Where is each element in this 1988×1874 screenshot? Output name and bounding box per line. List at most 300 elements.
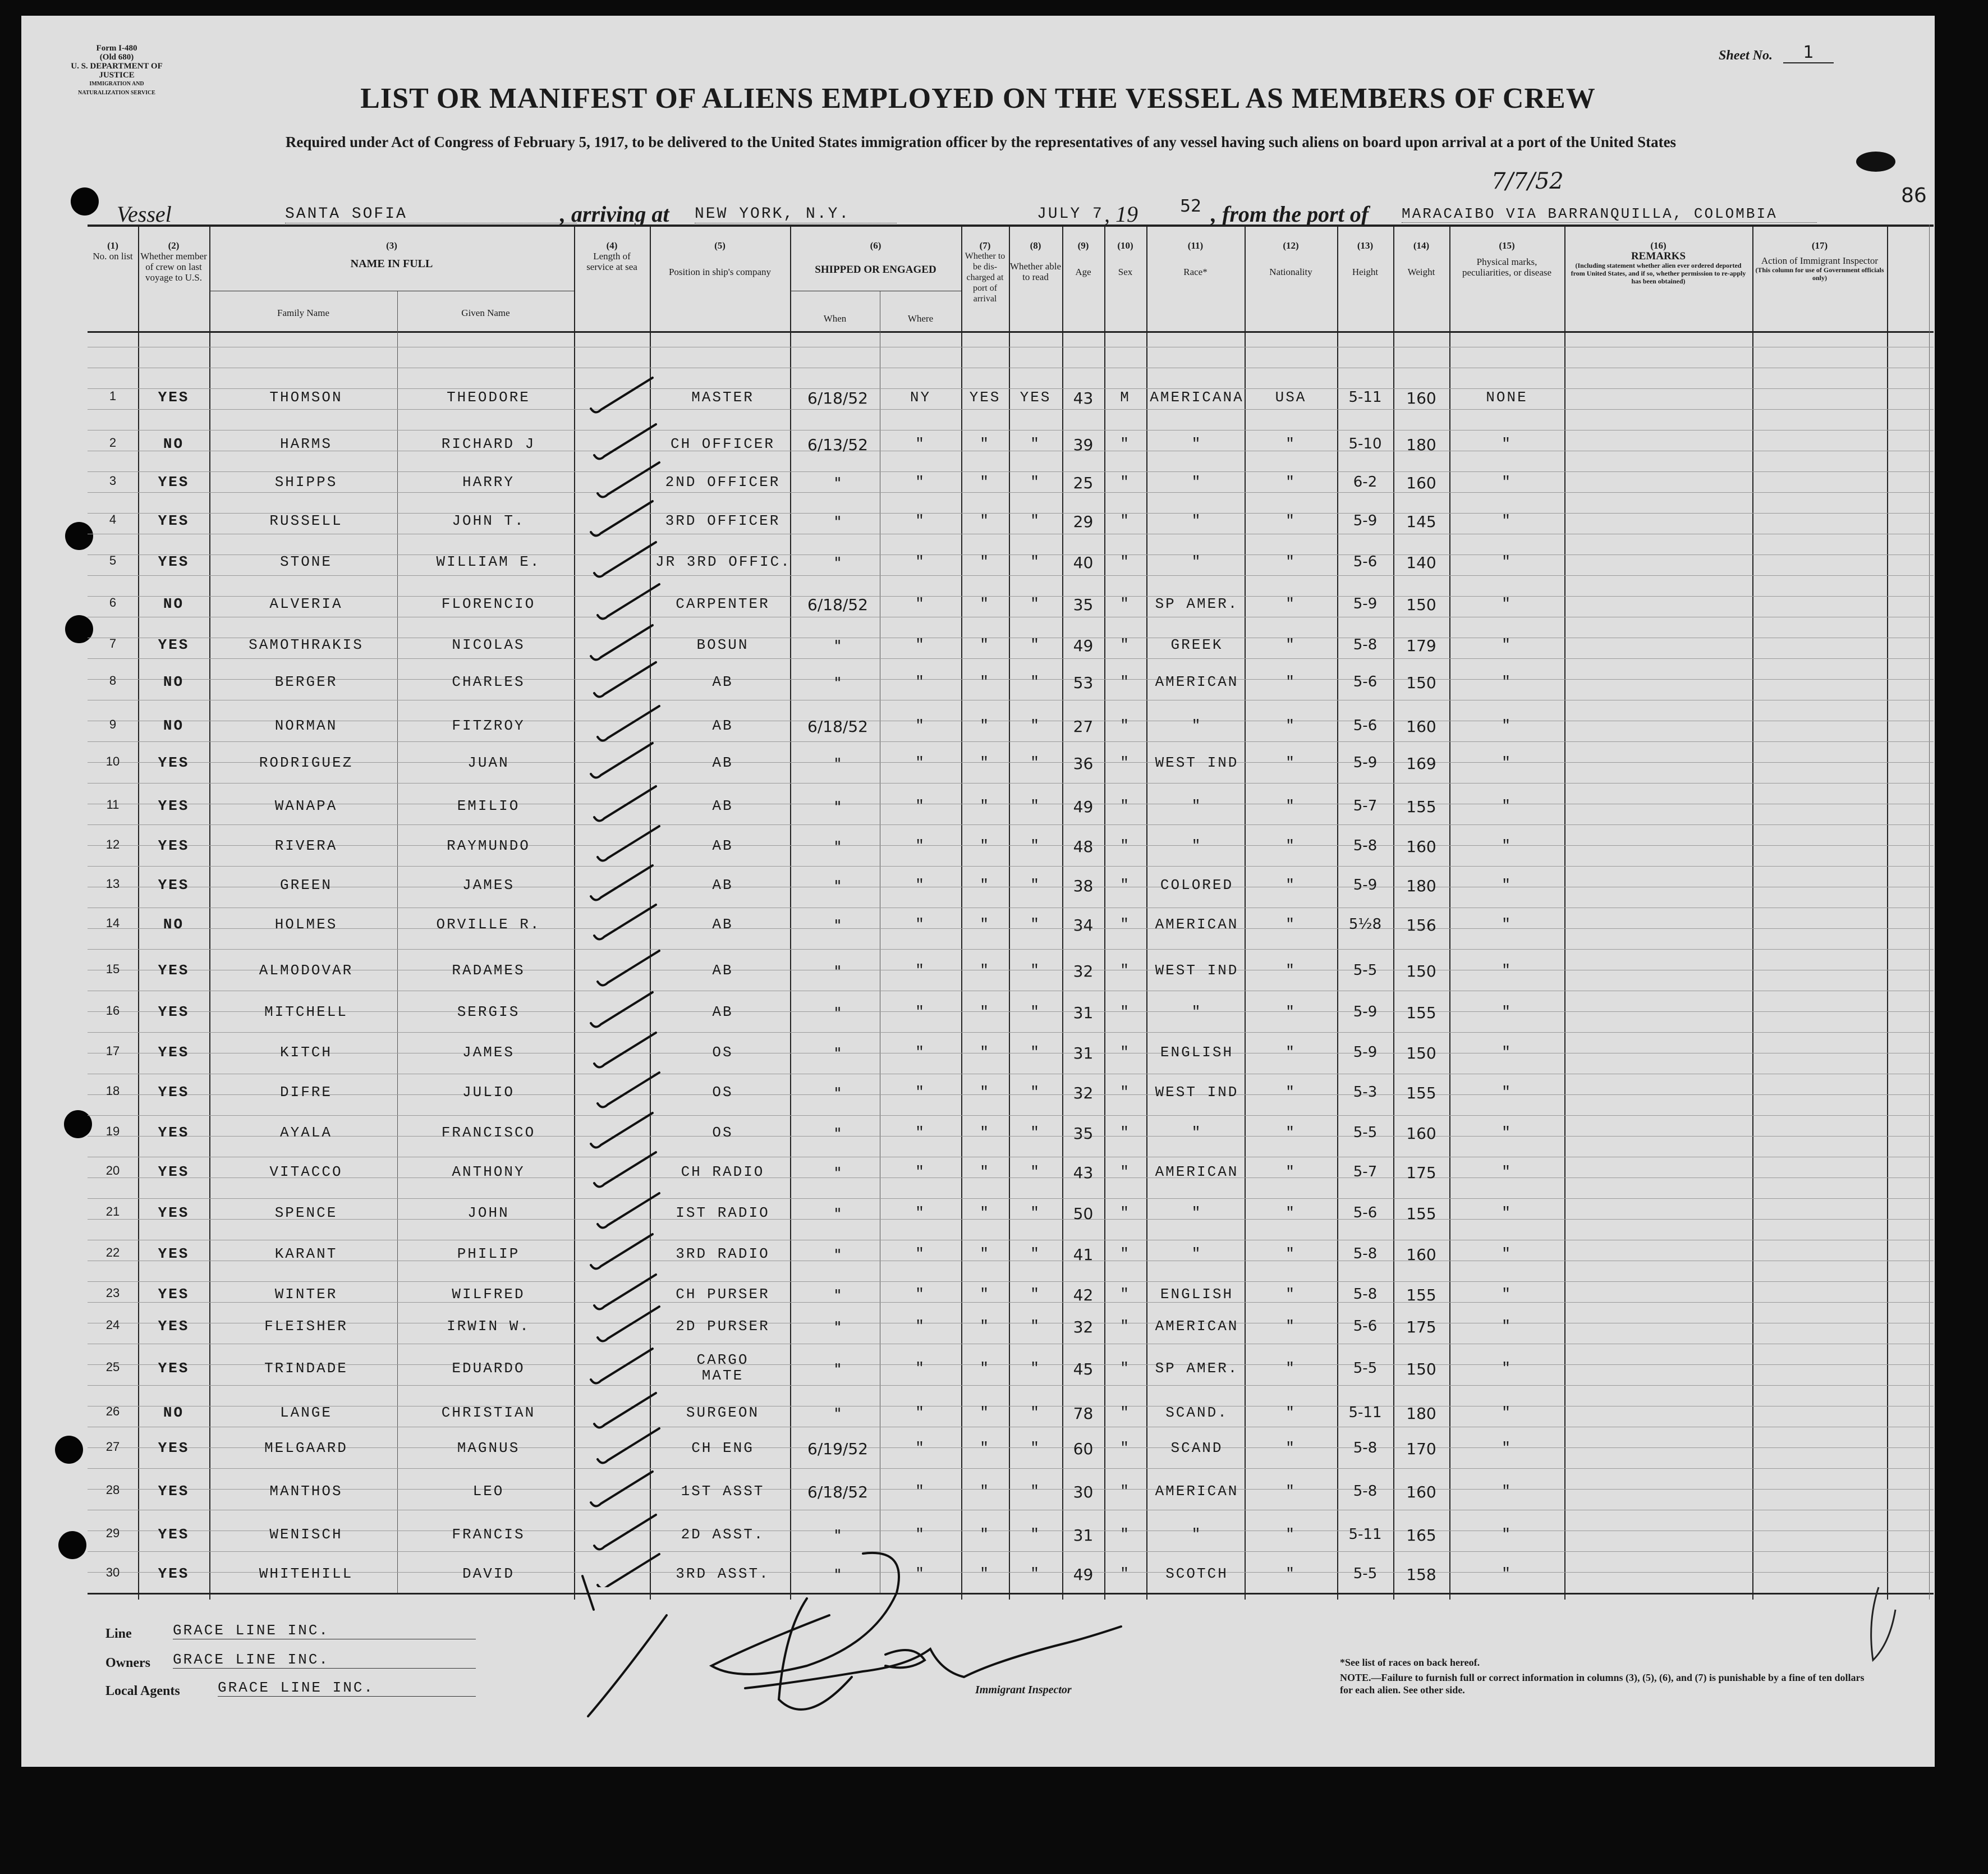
cell-family: RIVERA <box>274 837 338 854</box>
arrival-year: 52 <box>1180 196 1202 216</box>
cell-sex: " <box>1120 1124 1131 1141</box>
cell-given: RADAMES <box>452 962 525 979</box>
cell-age: 48 <box>1073 837 1094 856</box>
cell-given: CHRISTIAN <box>441 1404 536 1421</box>
cell-race: " <box>1191 1004 1202 1020</box>
cell-position: 3RD RADIO <box>676 1245 770 1262</box>
cell-marks: " <box>1502 877 1512 894</box>
cell-nat: " <box>1285 1204 1296 1221</box>
cell-given: EMILIO <box>457 798 520 814</box>
cell-race: GREEK <box>1170 636 1223 653</box>
cell-read: " <box>1030 1044 1041 1061</box>
cell-prev: YES <box>158 1440 190 1456</box>
cell-when: 6/18/52 <box>807 1483 868 1501</box>
cell-height: 5-9 <box>1353 595 1378 612</box>
table-row <box>21 436 1929 458</box>
col-header-5: (5) Position in ship's company <box>668 240 772 277</box>
cell-prev: YES <box>158 553 190 570</box>
ruled-line <box>88 1032 1934 1033</box>
cell-when: 6/19/52 <box>807 1440 868 1458</box>
cell-disch: " <box>980 717 990 734</box>
ruled-line <box>88 471 1934 472</box>
races-note: *See list of races on back hereof. <box>1340 1657 1480 1668</box>
cell-no: 22 <box>105 1245 120 1259</box>
cell-age: 31 <box>1073 1526 1094 1545</box>
cell-family: WHITEHILL <box>259 1565 353 1582</box>
cell-sex: " <box>1120 962 1131 979</box>
cell-marks: " <box>1502 1440 1512 1456</box>
table-row <box>21 1440 1929 1462</box>
cell-no: 1 <box>109 389 117 403</box>
cell-position: AB <box>712 1004 733 1020</box>
cell-no: 19 <box>105 1124 120 1138</box>
table-row <box>21 877 1929 899</box>
table-row <box>21 1351 1929 1384</box>
cell-when: 6/18/52 <box>807 389 868 407</box>
cell-age: 43 <box>1073 1163 1094 1182</box>
cell-disch: " <box>980 1526 990 1543</box>
table-row <box>21 1124 1929 1147</box>
ruled-line <box>88 1468 1934 1469</box>
cell-given: EDUARDO <box>452 1360 525 1377</box>
cell-nat: USA <box>1275 389 1307 406</box>
table-row <box>21 1404 1929 1427</box>
col-divider <box>1146 224 1147 1600</box>
check-mark <box>591 992 653 1027</box>
cell-read: " <box>1030 1318 1041 1335</box>
check-mark <box>594 1152 656 1187</box>
cell-position: BOSUN <box>696 636 749 653</box>
cell-where: " <box>915 1044 926 1061</box>
col-header-2: (2) Whether member of crew on last voyage to U.S. <box>140 240 207 283</box>
cell-height: 5-9 <box>1353 1044 1378 1061</box>
agents-value: GRACE LINE INC. <box>218 1679 476 1697</box>
cell-age: 38 <box>1073 877 1094 895</box>
cell-sex: " <box>1120 1286 1131 1303</box>
cell-race: " <box>1191 837 1202 854</box>
cell-prev: YES <box>158 389 190 406</box>
cell-race: AMERICAN <box>1155 1163 1239 1180</box>
cell-disch: " <box>980 1318 990 1335</box>
cell-weight: 150 <box>1406 1360 1436 1378</box>
cell-height: 5-9 <box>1353 1004 1378 1020</box>
cell-age: 39 <box>1073 436 1094 454</box>
cell-disch: " <box>980 474 990 491</box>
cell-sex: " <box>1120 1004 1131 1020</box>
cell-position: 2ND OFFICER <box>665 474 780 491</box>
line-label: Line <box>105 1626 132 1641</box>
cell-weight: 180 <box>1406 1404 1436 1423</box>
cell-sex: " <box>1120 512 1131 529</box>
check-mark <box>594 662 656 697</box>
col-divider <box>1009 224 1010 1600</box>
cell-when: " <box>834 474 842 492</box>
cell-nat: " <box>1285 1286 1296 1303</box>
cell-no: 16 <box>105 1004 120 1018</box>
cell-marks: " <box>1502 798 1512 814</box>
cell-race: " <box>1191 798 1202 814</box>
cell-where: " <box>915 1204 926 1221</box>
cell-age: 49 <box>1073 636 1094 655</box>
cell-nat: " <box>1285 754 1296 771</box>
table-row <box>21 837 1929 860</box>
cell-prev: NO <box>163 436 185 452</box>
col-header-10: (10) Sex <box>1117 240 1133 277</box>
cell-marks: " <box>1502 1044 1512 1061</box>
cell-when: " <box>834 1360 842 1378</box>
cell-read: YES <box>1020 389 1052 406</box>
cell-family: SPENCE <box>274 1204 338 1221</box>
cell-height: 5-8 <box>1353 636 1378 653</box>
col-divider <box>961 224 962 1600</box>
cell-where: " <box>915 553 926 570</box>
col-header-given-name: Given Name <box>461 308 510 318</box>
cell-weight: 155 <box>1406 1286 1436 1304</box>
cell-prev: YES <box>158 1318 190 1335</box>
check-mark <box>594 424 656 459</box>
margin-mark <box>1845 1576 1912 1688</box>
cell-prev: YES <box>158 1163 190 1180</box>
cell-position: CARPENTER <box>676 595 770 612</box>
cell-family: SAMOTHRAKIS <box>249 636 364 653</box>
cell-age: 31 <box>1073 1004 1094 1022</box>
cell-no: 20 <box>105 1163 120 1177</box>
cell-read: " <box>1030 1204 1041 1221</box>
cell-race: " <box>1191 717 1202 734</box>
cell-when: " <box>834 1163 842 1182</box>
cell-marks: " <box>1502 553 1512 570</box>
cell-read: " <box>1030 474 1041 491</box>
cell-where: " <box>915 798 926 814</box>
ruled-line <box>88 1115 1934 1116</box>
cell-family: STONE <box>279 553 332 570</box>
cell-sex: " <box>1120 798 1131 814</box>
cell-where: " <box>915 673 926 690</box>
cell-marks: " <box>1502 837 1512 854</box>
cell-no: 29 <box>105 1526 120 1540</box>
col-divider <box>1887 224 1888 1600</box>
cell-sex: " <box>1120 754 1131 771</box>
cell-race: SP AMER. <box>1155 1360 1239 1377</box>
owners-value: GRACE LINE INC. <box>173 1651 476 1669</box>
cell-position: AB <box>712 916 733 933</box>
cell-nat: " <box>1285 553 1296 570</box>
cell-where: NY <box>910 389 931 406</box>
cell-disch: " <box>980 1565 990 1582</box>
cell-marks: " <box>1502 1084 1512 1101</box>
cell-prev: YES <box>158 1526 190 1543</box>
cell-disch: " <box>980 1440 990 1456</box>
cell-sex: " <box>1120 553 1131 570</box>
cell-marks: " <box>1502 1245 1512 1262</box>
penalty-note: NOTE.—Failure to furnish full or correct information in columns (3), (5), (6), and (7) is punishable by a fine of ten dollars for each alien. See other side. <box>1340 1672 1865 1696</box>
cell-weight: 155 <box>1406 1004 1436 1022</box>
col-divider <box>1393 224 1394 1600</box>
cell-height: 5-8 <box>1353 1245 1378 1262</box>
cell-marks: " <box>1502 673 1512 690</box>
cell-given: LEO <box>472 1483 504 1500</box>
cell-nat: " <box>1285 1483 1296 1500</box>
cell-height: 5-5 <box>1353 1565 1378 1582</box>
cell-prev: YES <box>158 877 190 894</box>
cell-nat: " <box>1285 636 1296 653</box>
cell-race: AMERICAN <box>1155 673 1239 690</box>
cell-age: 32 <box>1073 962 1094 980</box>
cell-given: PHILIP <box>457 1245 520 1262</box>
cell-prev: YES <box>158 512 190 529</box>
cell-position: AB <box>712 877 733 894</box>
cell-where: " <box>915 1084 926 1101</box>
cell-age: 49 <box>1073 1565 1094 1584</box>
cell-marks: " <box>1502 436 1512 452</box>
col-header-8: (8) Whether able to read <box>1009 240 1062 282</box>
vessel-name: SANTA SOFIA <box>285 205 577 223</box>
cell-read: " <box>1030 916 1041 933</box>
cell-when: " <box>834 1286 842 1304</box>
col-header-where: Where <box>907 313 934 324</box>
cell-given: THEODORE <box>447 389 530 406</box>
cell-when: " <box>834 673 842 692</box>
manifest-sheet <box>21 16 1935 1767</box>
table-row <box>21 636 1929 659</box>
table-row <box>21 1245 1929 1268</box>
cell-nat: " <box>1285 1004 1296 1020</box>
check-mark <box>594 1275 656 1309</box>
cell-nat: " <box>1285 673 1296 690</box>
table-row <box>21 1163 1929 1186</box>
check-mark <box>591 865 653 900</box>
ruled-line <box>88 741 1934 742</box>
cell-read: " <box>1030 636 1041 653</box>
cell-prev: YES <box>158 1124 190 1141</box>
cell-where: " <box>915 962 926 979</box>
cell-marks: " <box>1502 1360 1512 1377</box>
cell-height: 5-11 <box>1348 389 1382 406</box>
cell-read: " <box>1030 1124 1041 1141</box>
cell-marks: " <box>1502 1565 1512 1582</box>
cell-age: 29 <box>1073 512 1094 531</box>
cell-position: IST RADIO <box>676 1204 770 1221</box>
cell-given: JAMES <box>462 877 515 894</box>
cell-age: 27 <box>1073 717 1094 736</box>
cell-sex: " <box>1120 916 1131 933</box>
col-header-12: (12) Nationality <box>1269 240 1312 277</box>
cell-family: KITCH <box>279 1044 332 1061</box>
cell-weight: 150 <box>1406 673 1436 692</box>
cell-disch: " <box>980 673 990 690</box>
table-row <box>21 717 1929 740</box>
cell-position: OS <box>712 1044 733 1061</box>
cell-disch: " <box>980 798 990 814</box>
cell-race: " <box>1191 553 1202 570</box>
punch-hole <box>71 187 99 216</box>
cell-read: " <box>1030 717 1041 734</box>
cell-no: 26 <box>105 1404 120 1418</box>
cell-given: HARRY <box>462 474 515 491</box>
cell-height: 5-5 <box>1353 1124 1378 1141</box>
cell-when: " <box>834 553 842 572</box>
cell-where: " <box>915 595 926 612</box>
cell-weight: 180 <box>1406 877 1436 895</box>
cell-nat: " <box>1285 877 1296 894</box>
cell-read: " <box>1030 1526 1041 1543</box>
cell-race: WEST IND <box>1155 754 1239 771</box>
ruled-line <box>88 1281 1934 1282</box>
owners-label: Owners <box>105 1656 150 1670</box>
cell-race: SCAND <box>1170 1440 1223 1456</box>
cell-height: 5-6 <box>1353 1318 1378 1335</box>
cell-height: 5-8 <box>1353 1483 1378 1500</box>
cell-marks: " <box>1502 754 1512 771</box>
cell-sex: " <box>1120 636 1131 653</box>
cell-where: " <box>915 754 926 771</box>
cell-read: " <box>1030 962 1041 979</box>
cell-no: 28 <box>105 1483 120 1497</box>
cell-disch: " <box>980 877 990 894</box>
cell-nat: " <box>1285 595 1296 612</box>
cell-race: WEST IND <box>1155 962 1239 979</box>
cell-no: 17 <box>105 1044 120 1058</box>
cell-where: " <box>915 717 926 734</box>
cell-given: IRWIN W. <box>447 1318 530 1335</box>
cell-marks: " <box>1502 717 1512 734</box>
cell-when: 6/18/52 <box>807 717 868 736</box>
cell-age: 35 <box>1073 1124 1094 1143</box>
cell-prev: YES <box>158 1286 190 1303</box>
cell-read: " <box>1030 553 1041 570</box>
cell-family: TRINDADE <box>264 1360 348 1377</box>
cell-height: 5-6 <box>1353 1204 1378 1221</box>
cell-given: JOHN <box>467 1204 509 1221</box>
cell-race: ENGLISH <box>1160 1286 1234 1303</box>
table-row <box>21 1318 1929 1340</box>
inspector-label: Immigrant Inspector <box>975 1684 1072 1696</box>
table-row <box>21 1483 1929 1505</box>
cell-height: 5-9 <box>1353 877 1378 894</box>
ruled-line <box>88 1198 1934 1199</box>
cell-weight: 156 <box>1406 916 1436 934</box>
cell-read: " <box>1030 837 1041 854</box>
check-mark <box>598 462 659 497</box>
cell-prev: YES <box>158 1204 190 1221</box>
cell-position: CARGO MATE <box>696 1351 749 1384</box>
cell-sex: " <box>1120 1044 1131 1061</box>
cell-position: CH RADIO <box>681 1163 765 1180</box>
check-mark <box>598 951 659 986</box>
col-header-15: (15) Physical marks, peculiarities, or disease <box>1462 240 1552 278</box>
cell-family: FLEISHER <box>264 1318 348 1335</box>
cell-where: " <box>915 1526 926 1543</box>
cell-weight: 160 <box>1406 717 1436 736</box>
col-divider <box>1449 224 1450 1600</box>
col-header-3: (3) NAME IN FULL <box>350 240 433 270</box>
cell-when: " <box>834 1318 842 1336</box>
check-mark <box>594 1393 656 1428</box>
cell-position: AB <box>712 798 733 814</box>
cell-when: " <box>834 1404 842 1423</box>
arrival-date: JULY 7 <box>1037 205 1104 223</box>
ruled-line <box>88 949 1934 950</box>
cell-sex: " <box>1120 1084 1131 1101</box>
cell-age: 32 <box>1073 1318 1094 1336</box>
table-row <box>21 389 1929 411</box>
cell-prev: YES <box>158 1044 190 1061</box>
cell-age: 40 <box>1073 553 1094 572</box>
cell-prev: YES <box>158 1004 190 1020</box>
cell-sex: " <box>1120 436 1131 452</box>
cell-when: " <box>834 1044 842 1062</box>
col-divider <box>1752 224 1753 1600</box>
cell-marks: " <box>1502 1526 1512 1543</box>
cell-prev: NO <box>163 916 185 933</box>
cell-age: 32 <box>1073 1084 1094 1102</box>
cell-position: JR 3RD OFFIC. <box>655 553 791 570</box>
cell-no: 3 <box>109 474 117 488</box>
cell-weight: 175 <box>1406 1318 1436 1336</box>
col-header-9: (9) Age <box>1075 240 1091 277</box>
cell-when: " <box>834 1565 842 1584</box>
cell-position: 3RD OFFICER <box>665 512 780 529</box>
cell-family: WENISCH <box>269 1526 343 1543</box>
department: U. S. DEPARTMENT OF JUSTICE <box>71 62 163 80</box>
cell-sex: " <box>1120 1526 1131 1543</box>
cell-sex: " <box>1120 1318 1131 1335</box>
col-header-family-name: Family Name <box>277 308 329 318</box>
col-header-7: (7) Whether to be dis-charged at port of arrival <box>965 240 1006 304</box>
cell-family: MELGAARD <box>264 1440 348 1456</box>
cell-read: " <box>1030 1565 1041 1582</box>
col-header-17: (17) Action of Immigrant Inspector (This column for use of Government officials only) <box>1755 240 1884 282</box>
cell-read: " <box>1030 595 1041 612</box>
cell-read: " <box>1030 1360 1041 1377</box>
cell-sex: " <box>1120 673 1131 690</box>
cell-height: 5-9 <box>1353 512 1378 529</box>
cell-where: " <box>915 837 926 854</box>
cell-disch: " <box>980 1286 990 1303</box>
cell-family: VITACCO <box>269 1163 343 1180</box>
check-mark <box>591 378 653 413</box>
col-header-11: (11) Race* <box>1183 240 1208 277</box>
cell-prev: NO <box>163 673 185 690</box>
cell-height: 5-11 <box>1348 1404 1382 1421</box>
sheet-number-label: Sheet No. <box>1719 48 1773 63</box>
check-mark <box>598 1193 659 1228</box>
table-row <box>21 553 1929 576</box>
cell-weight: 170 <box>1406 1440 1436 1458</box>
cell-prev: YES <box>158 754 190 771</box>
cell-family: GREEN <box>279 877 332 894</box>
cell-age: 35 <box>1073 595 1094 614</box>
cell-nat: " <box>1285 916 1296 933</box>
cell-nat: " <box>1285 1044 1296 1061</box>
cell-given: SERGIS <box>457 1004 520 1020</box>
cell-prev: NO <box>163 1404 185 1421</box>
cell-weight: 175 <box>1406 1163 1436 1182</box>
cell-where: " <box>915 436 926 452</box>
cell-age: 45 <box>1073 1360 1094 1378</box>
cell-height: 5-5 <box>1353 1360 1378 1377</box>
cell-age: 31 <box>1073 1044 1094 1062</box>
table-row <box>21 1084 1929 1106</box>
cell-where: " <box>915 1565 926 1582</box>
cell-race: " <box>1191 1245 1202 1262</box>
cell-sex: " <box>1120 877 1131 894</box>
cell-marks: " <box>1502 1163 1512 1180</box>
cell-height: 5-8 <box>1353 837 1378 854</box>
cell-position: 3RD ASST. <box>676 1565 770 1582</box>
cell-given: JUAN <box>467 754 509 771</box>
cell-sex: " <box>1120 717 1131 734</box>
